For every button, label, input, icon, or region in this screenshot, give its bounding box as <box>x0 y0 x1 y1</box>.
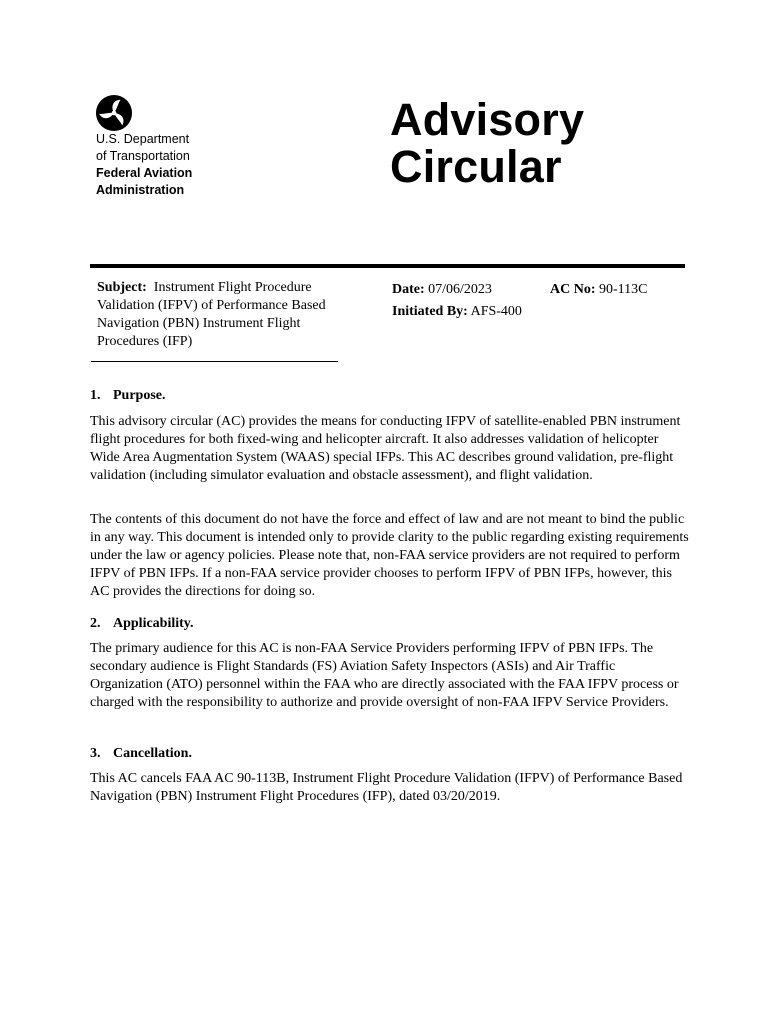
dot-triskelion-logo-icon <box>95 94 133 132</box>
header-rule <box>90 264 685 268</box>
subject-underline <box>91 361 338 362</box>
section-title: Applicability. <box>113 616 194 631</box>
section-number: 2. <box>90 616 101 631</box>
date-value: 07/06/2023 <box>428 282 492 297</box>
ac-number-block <box>550 279 647 301</box>
paragraph: This AC cancels FAA AC 90-113B, Instrument Flight Procedure Validation (IFPV) of Performance Based Navigation (PBN) Instrument Flight Procedures (IFP), dated 03/20/2019. <box>90 771 683 804</box>
date-label: Date: <box>392 282 425 297</box>
agency-line: Federal Aviation <box>96 166 193 180</box>
section-heading-purpose <box>90 388 166 404</box>
agency-line: of Transportation <box>96 149 190 163</box>
section-heading-applicability <box>90 616 194 632</box>
title-line: Advisory <box>390 94 585 145</box>
subject-block <box>97 279 352 351</box>
initiated-label: Initiated By: <box>392 304 468 319</box>
document-title <box>390 96 584 190</box>
ac-number-label: AC No: <box>550 282 596 297</box>
section-heading-cancellation <box>90 746 192 762</box>
title-line: Circular <box>390 141 562 192</box>
subject-text: Instrument Flight Procedure Validation (IFPV) of Performance Based Navigation (PBN) Instrument Flight Procedures (IFP) <box>97 280 326 349</box>
paragraph: The primary audience for this AC is non-FAA Service Providers performing IFPV of PBN IFPs. The secondary audience is Flight Standards (FS) Aviation Safety Inspectors (ASIs) and Air Traffic Organization (ATO) personnel within the FAA who are directly associated with the FAA IFPV process or charged with the responsibility to authorize and provide oversight of non-FAA IFPV Service Providers. <box>90 641 679 710</box>
paragraph: This advisory circular (AC) provides the means for conducting IFPV of satellite-enabled PBN instrument flight procedures for both fixed-wing and helicopter aircraft. It also addresses validation of helicopter Wide Area Augmentation System (WAAS) special IFPs. This AC describes ground validation, pre-flight validation (including simulator evaluation and obstacle assessment), and flight validation. <box>90 414 681 483</box>
date-block <box>392 279 522 323</box>
agency-name <box>96 131 192 199</box>
section-number: 3. <box>90 746 101 761</box>
agency-line: Administration <box>96 183 185 197</box>
subject-label: Subject: <box>97 280 147 295</box>
paragraph: The contents of this document do not have the force and effect of law and are not meant to bind the public in any way. This document is intended only to provide clarity to the public regarding existing requirements under the law or agency policies. Please note that, non-FAA service providers are not required to perform IFPV of PBN IFPs. If a non-FAA service provider chooses to perform IFPV of PBN IFPs, however, this AC provides the directions for doing so. <box>90 512 689 599</box>
initiated-value: AFS-400 <box>470 304 522 319</box>
section-title: Cancellation. <box>113 746 192 761</box>
section-title: Purpose. <box>113 388 166 403</box>
ac-number-value: 90-113C <box>599 282 648 297</box>
section-number: 1. <box>90 388 101 403</box>
agency-line: U.S. Department <box>96 132 190 146</box>
